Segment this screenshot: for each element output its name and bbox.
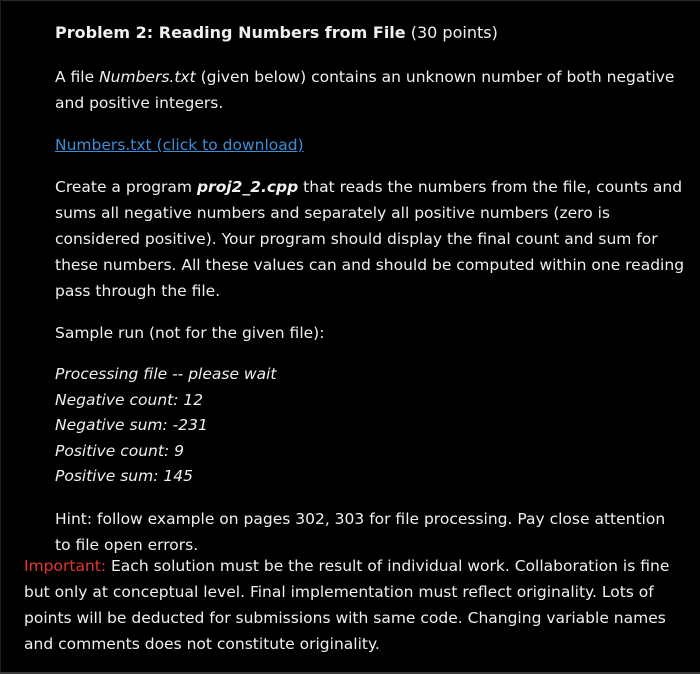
problem-content [55, 20, 685, 558]
important-text: Each solution must be the result of individual work. Collaboration is fine but only at conceptual level. Final implementation must reflect originality. Lots of points will be deducted for submissions with same code. Changing variable names and comments does not constitute originality. [24, 557, 670, 653]
description-suffix: that reads the numbers from the file, counts and sums all negative numbers and separately all positive numbers (zero is considered positive). Your program should display the final count and sum for these numbers. All these values can and should be computed within one reading pass through the file. [55, 178, 685, 300]
left-border [0, 0, 1, 674]
description-paragraph [55, 174, 685, 304]
intro-paragraph [55, 64, 685, 116]
important-label: Important: [24, 557, 107, 575]
sample-line: Negative sum: -231 [55, 416, 208, 434]
sample-run-output [55, 362, 685, 490]
sample-line: Negative count: 12 [55, 390, 204, 409]
download-link-row [55, 132, 685, 158]
top-border [0, 0, 700, 1]
problem-title [55, 20, 685, 46]
intro-suffix: (given below) contains an unknown number of both negative and positive integers. [55, 68, 675, 112]
intro-filename: Numbers.txt [99, 68, 196, 86]
important-notice [24, 553, 684, 657]
sample-line: Processing file -- please wait [55, 365, 277, 383]
download-link[interactable]: Numbers.txt (click to download) [55, 136, 304, 154]
problem-points: (30 points) [410, 23, 498, 42]
hint-paragraph: Hint: follow example on pages 302, 303 for file processing. Pay close attention to file open errors. [55, 509, 666, 554]
sample-run-label: Sample run (not for the given file): [55, 324, 325, 342]
sample-line: Positive count: 9 [55, 441, 184, 460]
sample-line: Positive sum: 145 [55, 467, 193, 485]
program-name: proj2_2.cpp [196, 178, 299, 196]
problem-title-bold: Problem 2: Reading Numbers from File [55, 23, 406, 42]
intro-prefix: A file [55, 68, 100, 86]
description-prefix: Create a program [55, 178, 197, 196]
